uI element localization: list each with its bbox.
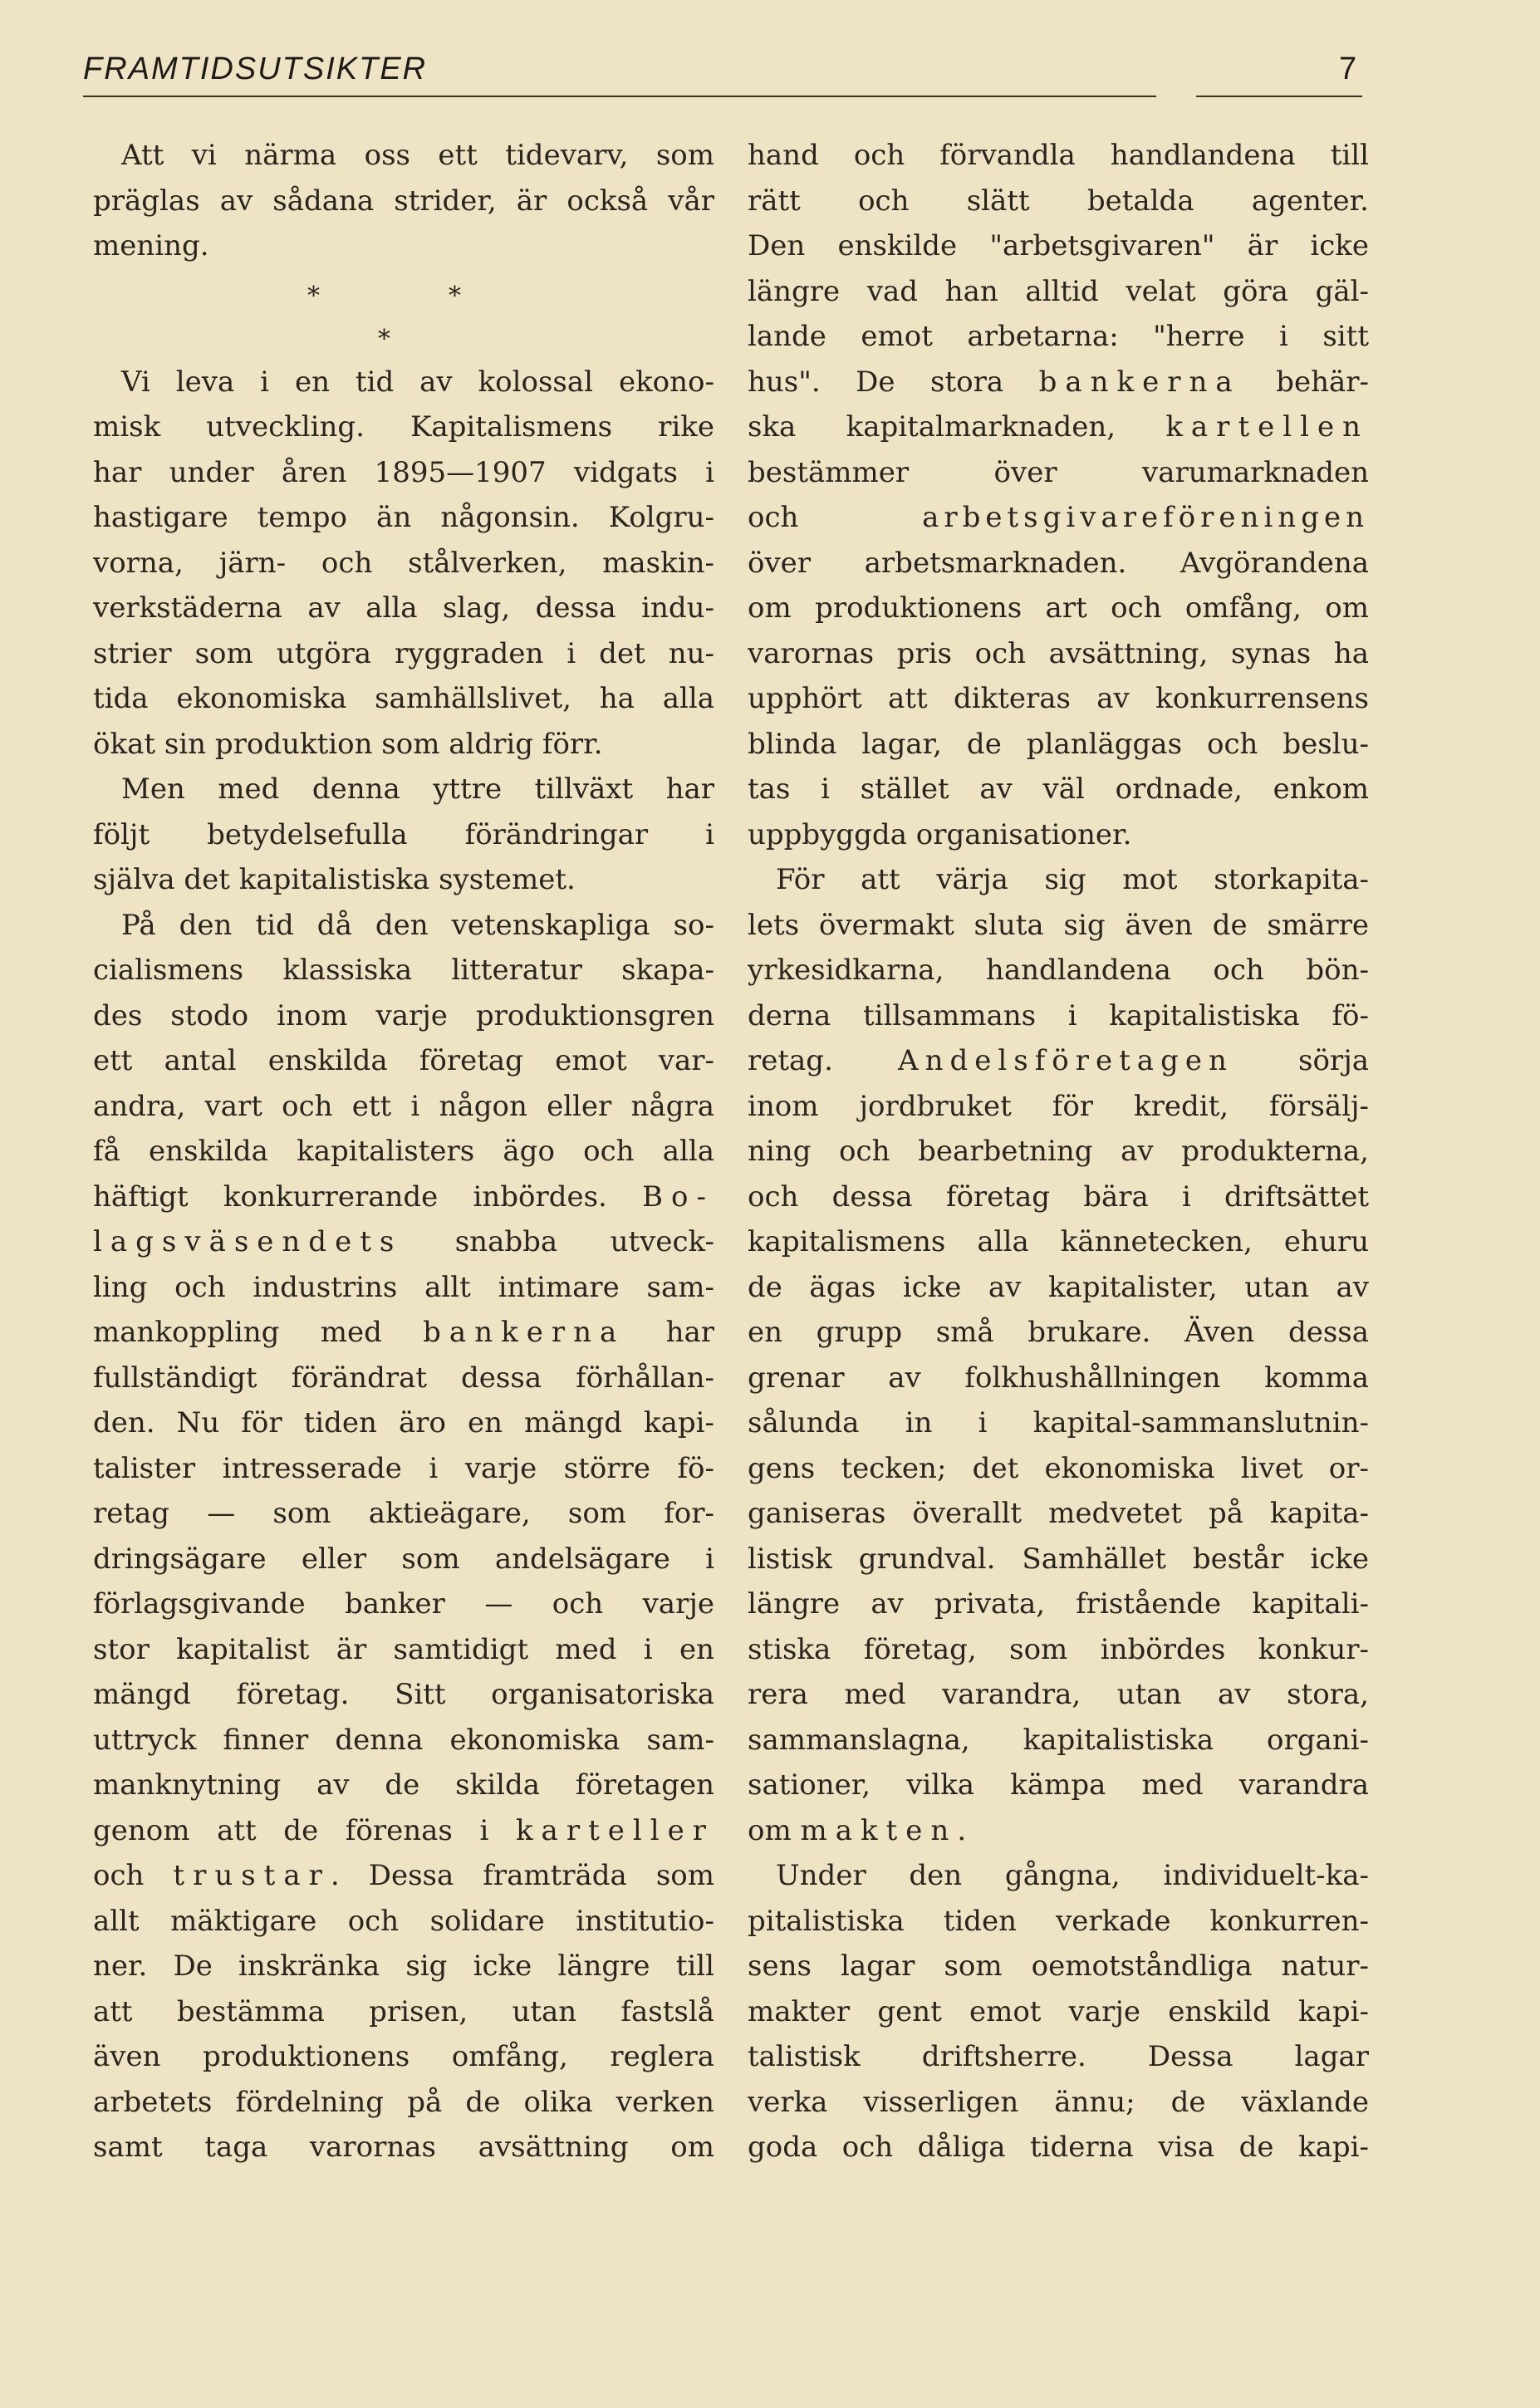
text-line: ner. De inskränka sig icke längre till: [93, 1949, 714, 1983]
running-header: FRAMTIDSUTSIKTER: [83, 51, 428, 86]
text-line: sationer, vilka kämpa med varandra: [748, 1768, 1369, 1802]
text-line: derna tillsammans i kapitalistiska fö-: [748, 998, 1369, 1032]
text-run: retag.: [748, 1044, 899, 1077]
header-rule: [83, 96, 1156, 97]
text-line: uttryck finner denna ekonomiska sam-: [93, 1723, 714, 1757]
text-line: [748, 1038, 1369, 1084]
text-line: yrkesidkarna, handlandena och bön-: [748, 954, 1369, 987]
text-line: och dessa företag bära i driftsättet: [748, 1179, 1369, 1214]
text-line: För att värja sig mot storkapita-: [776, 863, 1369, 896]
text-line: ganiseras överallt medvetet på kapita-: [748, 1497, 1369, 1530]
text-line: sålunda in i kapital-sammanslutnin-: [748, 1406, 1369, 1439]
text-line: talister intresserade i varje större fö-: [93, 1451, 714, 1485]
header-rule-short: [1196, 96, 1362, 97]
text-run: ska kapitalmarknaden,: [748, 410, 1166, 444]
spaced-term: arbetsgivareföreningen: [922, 501, 1369, 534]
text-line: lets övermakt sluta sig även de smärre: [748, 908, 1369, 942]
text-line: rätt och slätt betalda agenter.: [748, 184, 1369, 218]
text-line: vorna, järn- och stålverken, maskin-: [93, 546, 714, 580]
page-number: 7: [1339, 51, 1357, 86]
text-line: [93, 1853, 714, 1899]
text-line: tida ekonomiska samhällslivet, ha alla: [93, 682, 714, 715]
text-line: [748, 360, 1369, 405]
text-line: gens tecken; det ekonomiska livet or-: [748, 1451, 1369, 1485]
text-line: en grupp små brukare. Även dessa: [748, 1316, 1369, 1349]
text-line: des stodo inom varje produktionsgren: [93, 998, 714, 1032]
text-line: hastigare tempo än någonsin. Kolgru-: [93, 501, 714, 534]
text-line: inom jordbruket för kredit, försälj-: [748, 1089, 1369, 1123]
text-run: genom att de förenas i: [93, 1813, 516, 1847]
text-run: och: [748, 501, 923, 534]
text-line: andra, vart och ett i någon eller några: [93, 1089, 714, 1123]
text-line: tas i stället av väl ordnade, enkom: [748, 772, 1369, 806]
text-line: ett antal enskilda företag emot var-: [93, 1044, 714, 1077]
text-line: blinda lagar, de planläggas och beslu-: [748, 727, 1369, 761]
text-line: [93, 1219, 714, 1265]
text-line: de ägas icke av kapitalister, utan av: [748, 1270, 1369, 1304]
spaced-term: trustar: [173, 1859, 331, 1892]
text-line: Den enskilde "arbetsgivaren" är icke: [748, 229, 1369, 262]
spaced-term: bankerna: [423, 1316, 625, 1349]
text-line: cialismens klassiska litteratur skapa-: [93, 954, 714, 987]
text-line: [748, 405, 1369, 450]
text-line: pitalistiska tiden verkade konkurren-: [748, 1904, 1369, 1938]
text-line: listisk grundval. Samhället består icke: [748, 1542, 1369, 1576]
left-column: [93, 133, 714, 2176]
text-line: allt mäktigare och solidare institutio-: [93, 1904, 714, 1938]
text-run: mankoppling med: [93, 1316, 424, 1349]
text-line: över arbetsmarknaden. Avgörandena: [748, 546, 1369, 580]
text-line: få enskilda kapitalisters ägo och alla: [93, 1135, 714, 1168]
text-line: Under den gångna, individuelt-ka-: [776, 1859, 1369, 1892]
section-separator: [93, 269, 714, 360]
text-line: förlagsgivande banker — och varje: [93, 1587, 714, 1621]
text-line: sens lagar som oemotståndliga natur-: [748, 1949, 1369, 1983]
text-line: [748, 495, 1369, 541]
text-line: makter gent emot varje enskild kapi-: [748, 1994, 1369, 2028]
spaced-term: kartellen: [1165, 410, 1369, 444]
text-line: Vi leva i en tid av kolossal ekono-: [121, 365, 714, 399]
text-run: och: [93, 1859, 174, 1892]
text-run: . Dessa framträda som: [330, 1859, 714, 1892]
spaced-term: makten: [800, 1813, 958, 1847]
text-line: själva det kapitalistiska systemet.: [93, 863, 576, 896]
spaced-term: lagsväsendets: [93, 1225, 403, 1258]
text-line: ning och bearbetning av produkterna,: [748, 1135, 1369, 1168]
text-run: .: [957, 1813, 967, 1847]
text-line: [93, 1808, 714, 1854]
text-line: stor kapitalist är samtidigt med i en: [93, 1632, 714, 1666]
text-line: manknytning av de skilda företagen: [93, 1768, 714, 1802]
text-line: verka visserligen ännu; de växlande: [748, 2085, 1369, 2119]
text-line: grenar av folkhushållningen komma: [748, 1361, 1369, 1395]
spaced-term: karteller: [515, 1813, 714, 1847]
right-column: [748, 133, 1369, 2176]
text-line: arbetets fördelning på de olika verken: [93, 2085, 714, 2119]
text-run: snabba utveck-: [402, 1225, 714, 1258]
text-line: Men med denna yttre tillväxt har: [121, 772, 714, 806]
text-line: kapitalismens alla kännetecken, ehuru: [748, 1225, 1369, 1258]
text-line: mängd företag. Sitt organisatoriska: [93, 1678, 714, 1711]
text-line: På den tid då den vetenskapliga so-: [121, 908, 714, 942]
text-run: har: [625, 1316, 714, 1349]
text-line: rera med varandra, utan av stora,: [748, 1678, 1369, 1711]
text-line: präglas av sådana strider, är också vår: [93, 184, 714, 218]
text-run: häftigt konkurrerande inbördes.: [93, 1179, 643, 1214]
text-line: [93, 1310, 714, 1356]
text-line: upphört att dikteras av konkurrensens: [748, 682, 1369, 715]
text-line: hand och förvandla handlandena till: [748, 139, 1369, 172]
text-line: att bestämma prisen, utan fastslå: [93, 1994, 714, 2028]
text-line: även produktionens omfång, reglera: [93, 2040, 714, 2073]
text-run: sörja: [1233, 1044, 1369, 1077]
asterisk: *: [378, 324, 390, 354]
text-line: misk utveckling. Kapitalismens rike: [93, 410, 714, 444]
text-line: samt taga varornas avsättning om: [93, 2131, 714, 2164]
text-line: längre vad han alltid velat göra gäl-: [748, 274, 1369, 308]
text-line: har under åren 1895—1907 vidgats i: [93, 455, 714, 489]
text-line: [748, 1808, 1369, 1854]
text-line: stiska företag, som inbördes konkur-: [748, 1632, 1369, 1666]
text-line: Att vi närma oss ett tidevarv, som: [121, 139, 714, 172]
text-line: goda och dåliga tiderna visa de kapi-: [748, 2131, 1369, 2164]
spaced-term: Andelsföretagen: [898, 1044, 1233, 1077]
text-run: om: [748, 1813, 801, 1847]
text-line: mening.: [93, 229, 209, 262]
text-run: behär-: [1240, 365, 1369, 399]
text-line: bestämmer över varumarknaden: [748, 455, 1369, 489]
text-line: talistisk driftsherre. Dessa lagar: [748, 2040, 1369, 2073]
text-line: ökat sin produktion som aldrig förr.: [93, 727, 603, 761]
text-line: längre av privata, fristående kapitali-: [748, 1587, 1369, 1621]
text-line: fullständigt förändrat dessa förhållan-: [93, 1361, 714, 1395]
text-line: verkstäderna av alla slag, dessa indu-: [93, 591, 714, 625]
text-line: varornas pris och avsättning, synas ha: [748, 636, 1369, 670]
text-line: om produktionens art och omfång, om: [748, 591, 1369, 625]
text-run: hus". De stora: [748, 365, 1039, 399]
spaced-term: bankerna: [1038, 365, 1241, 399]
text-line: den. Nu för tiden äro en mängd kapi-: [93, 1406, 714, 1439]
text-line: ling och industrins allt intimare sam-: [93, 1270, 714, 1304]
text-line: sammanslagna, kapitalistiska organi-: [748, 1723, 1369, 1757]
asterisk: *: [449, 281, 461, 311]
text-line: strier som utgöra ryggraden i det nu-: [93, 636, 714, 670]
text-line: retag — som aktieägare, som for-: [93, 1497, 714, 1530]
text-line: uppbyggda organisationer.: [748, 817, 1132, 851]
spaced-term: Bo-: [642, 1179, 714, 1214]
asterisk: *: [307, 281, 320, 311]
text-line: [93, 1175, 714, 1220]
text-line: lande emot arbetarna: "herre i sitt: [748, 320, 1369, 353]
text-line: dringsägare eller som andelsägare i: [93, 1542, 714, 1576]
text-line: följt betydelsefulla förändringar i: [93, 817, 714, 851]
